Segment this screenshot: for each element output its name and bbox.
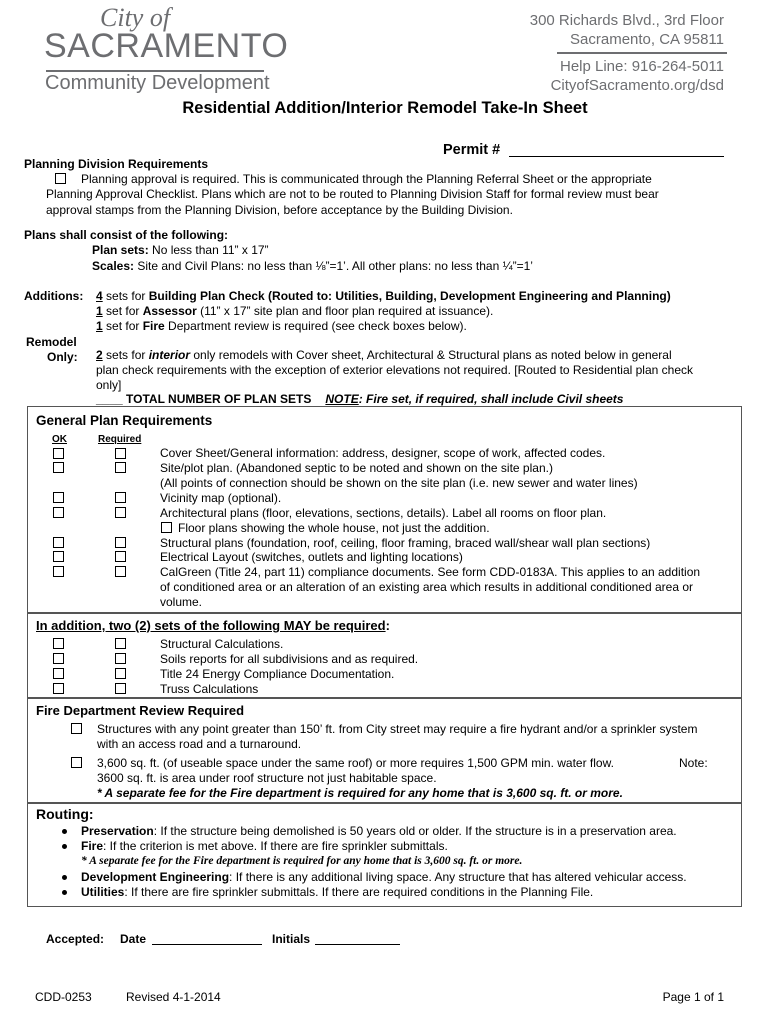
req-architectural: Architectural plans (floor, elevations, sections, details). Label all rooms on floor plan. [160, 506, 607, 520]
additions-label: Additions: [24, 289, 84, 303]
ok-checkbox-calgreen[interactable] [53, 566, 64, 577]
fire-sqft-line2: 3600 sq. ft. is area under roof structure not just habitable space. [97, 771, 437, 785]
office-address-line1: 300 Richards Blvd., 3rd Floor [529, 12, 724, 29]
fire-distance-line2: with an access road and a turnaround. [97, 737, 302, 751]
total-plan-sets-label: TOTAL NUMBER OF PLAN SETS [122, 392, 312, 406]
planning-approval-checkbox[interactable] [55, 173, 66, 184]
fire-set-label: Fire [142, 319, 165, 333]
req-vicinity-map: Vicinity map (optional). [160, 491, 282, 505]
required-checkbox-calgreen[interactable] [115, 566, 126, 577]
may-required-heading [36, 618, 390, 633]
page-number: Page 1 of 1 [662, 990, 724, 1004]
date-label: Date [120, 932, 147, 946]
total-plan-sets-blank[interactable]: ____ [96, 392, 123, 406]
revised-date: Revised 4-1-2014 [126, 990, 221, 1004]
routing-utilities-label: Utilities [81, 885, 125, 899]
bullet-deveng [62, 875, 67, 880]
general-requirements-heading: General Plan Requirements [36, 413, 213, 428]
fire-distance-line1: Structures with any point greater than 150’ ft. from City street may require a fire hydrant and/or a sprinkler system [97, 722, 698, 736]
fire-review-heading: Fire Department Review Required [36, 703, 245, 718]
address-divider [557, 52, 727, 54]
scales-text: Site and Civil Plans: no less than ⅛”=1’. All other plans: no less than ¼”=1’ [134, 259, 533, 273]
date-field[interactable] [152, 931, 262, 945]
routing-preservation [81, 824, 677, 839]
website[interactable]: CityofSacramento.org/dsd [550, 77, 724, 94]
note-text: : Fire set, if required, shall include Civil sheets [358, 392, 624, 406]
req-site-plan-note: (All points of connection should be shown on the site plan (i.e. new sewer and water lines) [160, 476, 638, 490]
bullet-utilities [62, 890, 67, 895]
may-soils-reports: Soils reports for all subdivisions and as required. [160, 652, 419, 666]
req-site-plan: Site/plot plan. (Abandoned septic to be noted and shown on the site plan.) [160, 461, 553, 475]
ok-checkbox-title24[interactable] [53, 668, 64, 679]
helpline: Help Line: 916-264-5011 [559, 58, 724, 75]
bullet-fire [62, 844, 67, 849]
planning-text-line2: Planning Approval Checklist. Plans which are not to be routed to Planning Division Staff for formal review must bear [46, 187, 659, 201]
ok-checkbox-structural-calcs[interactable] [53, 638, 64, 649]
form-number: CDD-0253 [35, 990, 92, 1004]
routing-preservation-text: : If the structure being demolished is 50 years old or older. If the structure is in a preservation area. [153, 824, 677, 838]
required-checkbox-structural-calcs[interactable] [115, 638, 126, 649]
req-structural: Structural plans (foundation, roof, ceiling, floor framing, braced wall/shear wall plan sections) [160, 536, 651, 550]
req-electrical: Electrical Layout (switches, outlets and lighting locations) [160, 550, 463, 564]
fire-set-pre: set for [102, 319, 143, 333]
routing-deveng-text: : If there is any additional living space. Any structure that has altered vehicular access. [229, 870, 687, 884]
required-checkbox-title24[interactable] [115, 668, 126, 679]
planning-text-line3: approval stamps from the Planning Division, before acceptance by the Building Division. [46, 203, 513, 217]
assessor-line [96, 304, 493, 319]
additions-bold-text: Building Plan Check (Routed to: Utilities, Building, Development Engineering and Planning) [148, 289, 671, 303]
bullet-preservation [62, 829, 67, 834]
initials-label: Initials [272, 932, 311, 946]
required-checkbox-site-plan[interactable] [115, 462, 126, 473]
office-address-line2: Sacramento, CA 95811 [570, 31, 724, 48]
assessor-text: (11” x 17” site plan and floor plan required at issuance). [196, 304, 494, 318]
may-structural-calcs: Structural Calculations. [160, 637, 284, 651]
routing-fire [81, 839, 448, 854]
ok-checkbox-vicinity-map[interactable] [53, 492, 64, 503]
assessor-sets-count: 1 [96, 304, 103, 318]
may-truss-calcs: Truss Calculations [160, 682, 259, 696]
fire-set-line [96, 319, 467, 334]
routing-preservation-label: Preservation [81, 824, 154, 838]
planning-heading: Planning Division Requirements [24, 157, 209, 171]
routing-deveng [81, 870, 687, 885]
required-checkbox-structural[interactable] [115, 537, 126, 548]
req-calgreen-line1: CalGreen (Title 24, part 11) compliance documents. See form CDD-0183A. This applies to an addition [160, 565, 701, 579]
planning-text-line1: Planning approval is required. This is communicated through the Planning Referral Sheet or the appropriate [81, 172, 652, 186]
logo-sacramento: SACRAMENTO [44, 27, 289, 65]
logo-city-of: City of [100, 3, 171, 32]
routing-deveng-label: Development Engineering [81, 870, 230, 884]
additions-sets-count: 4 [96, 289, 103, 303]
plan-sets-text: No less than 11” x 17” [148, 243, 269, 257]
total-plan-sets-line [96, 392, 623, 407]
may-required-heading-colon: : [385, 618, 390, 633]
remodel-sets-count: 2 [96, 348, 103, 362]
req-calgreen-line2: of conditioned area or an alteration of an existing area which results in additional conditioned area or [160, 580, 694, 594]
required-checkbox-architectural[interactable] [115, 507, 126, 518]
ok-checkbox-site-plan[interactable] [53, 462, 64, 473]
remodel-label-1: Remodel [26, 335, 77, 349]
permit-number-field[interactable] [509, 140, 724, 157]
routing-heading: Routing: [36, 806, 94, 822]
routing-utilities [81, 885, 593, 900]
fire-fee-note: * A separate fee for the Fire department is required for any home that is 3,600 sq. ft. or more. [97, 786, 623, 800]
required-checkbox-vicinity-map[interactable] [115, 492, 126, 503]
logo-community-development: Community Development [45, 72, 270, 94]
scales-label: Scales: [92, 259, 135, 273]
required-checkbox-electrical[interactable] [115, 551, 126, 562]
routing-utilities-text: : If there are fire sprinkler submittals. If there are required conditions in the Planning File. [124, 885, 594, 899]
additions-line1 [96, 289, 671, 304]
assessor-label: Assessor [142, 304, 197, 318]
required-checkbox-truss[interactable] [115, 683, 126, 694]
may-required-heading-text: In addition, two (2) sets of the following MAY be required [36, 618, 386, 633]
ok-checkbox-structural[interactable] [53, 537, 64, 548]
remodel-line1 [96, 348, 672, 363]
col-required-header: Required [98, 434, 142, 445]
routing-fire-fee-note: * A separate fee for the Fire department is required for any home that is 3,600 sq. ft. or more. [81, 855, 523, 867]
plan-sets-line [92, 243, 269, 258]
required-checkbox-cover-sheet[interactable] [115, 448, 126, 459]
assessor-pre: set for [102, 304, 143, 318]
fire-sets-count: 1 [96, 319, 103, 333]
accepted-label: Accepted: [46, 932, 105, 946]
remodel-text1: only remodels with Cover sheet, Architectural & Structural plans as noted below in general [190, 348, 672, 362]
ok-checkbox-architectural[interactable] [53, 507, 64, 518]
scales-line [92, 259, 533, 274]
plan-sets-label: Plan sets: [92, 243, 149, 257]
ok-checkbox-truss[interactable] [53, 683, 64, 694]
additions-text: sets for [102, 289, 149, 303]
fire-set-text: Department review is required (see check boxes below). [164, 319, 467, 333]
page-title: Residential Addition/Interior Remodel Take-In Sheet [182, 99, 588, 117]
req-floor-plans: Floor plans showing the whole house, not just the addition. [178, 521, 490, 535]
plans-heading: Plans shall consist of the following: [24, 228, 229, 242]
fire-distance-checkbox[interactable] [71, 723, 82, 734]
fire-sqft-checkbox[interactable] [71, 757, 82, 768]
ok-checkbox-soils[interactable] [53, 653, 64, 664]
may-title24: Title 24 Energy Compliance Documentation. [160, 667, 395, 681]
fire-sqft-line1: 3,600 sq. ft. (of useable space under the same roof) or more requires 1,500 GPM min. water flow. [97, 756, 614, 770]
col-ok-header: OK [52, 434, 67, 445]
req-calgreen-line3: volume. [160, 595, 203, 609]
fire-sqft-note-label: Note: [679, 756, 708, 770]
remodel-label-2: Only: [47, 350, 78, 364]
required-checkbox-soils[interactable] [115, 653, 126, 664]
remodel-line3: only] [96, 378, 122, 392]
note-label: NOTE [325, 392, 359, 406]
routing-fire-label: Fire [81, 839, 104, 853]
ok-checkbox-cover-sheet[interactable] [53, 448, 64, 459]
remodel-line2: plan check requirements with the exception of exterior elevations not required. [Routed to Residential plan check [96, 363, 694, 377]
permit-label: Permit # [443, 142, 501, 158]
remodel-pre: sets for [102, 348, 149, 362]
ok-checkbox-electrical[interactable] [53, 551, 64, 562]
routing-fire-text: : If the criterion is met above. If there are fire sprinkler submittals. [103, 839, 448, 853]
remodel-interior: interior [148, 348, 191, 362]
initials-field[interactable] [315, 931, 400, 945]
req-cover-sheet: Cover Sheet/General information: address, designer, scope of work, affected codes. [160, 446, 606, 460]
floor-plans-checkbox[interactable] [161, 522, 172, 533]
